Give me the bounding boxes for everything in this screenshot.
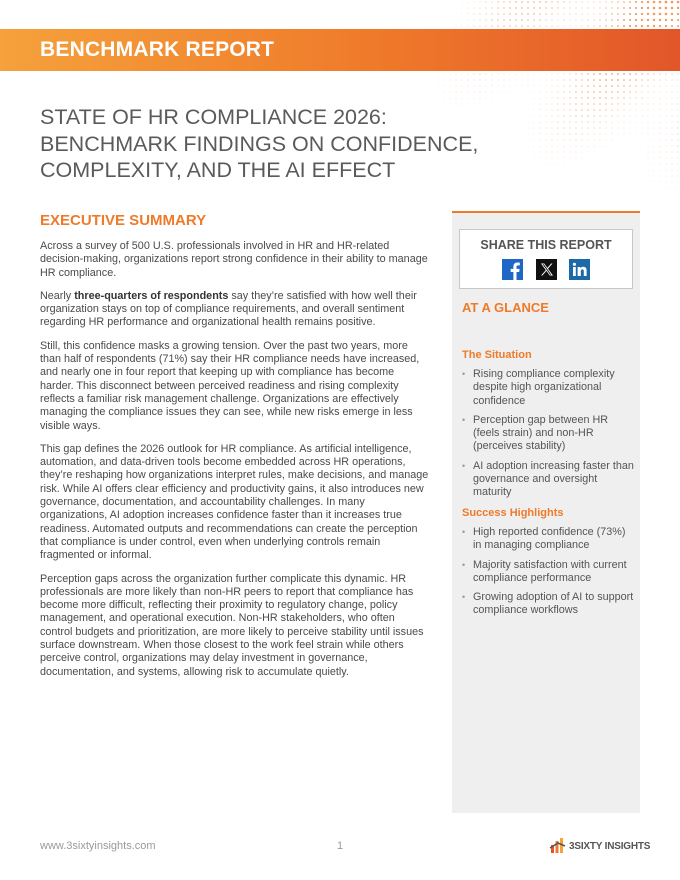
summary-paragraph: Across a survey of 500 U.S. professionals involved in HR and HR-related decision-making, organizations report strong confidence in their ability to manage HR compliance.	[40, 240, 428, 279]
situation-list	[462, 368, 634, 506]
summary-paragraph: Still, this confidence masks a growing tension. Over the past two years, more than half of respondents (71%) say their HR compliance needs have increased, and nearly one in four report that keeping up with compliance has become harder. This disconnect between perceived readiness and rising complexity reflects a familiar risk management challenge. Organizations are effectively managing the compliance issues they can see, while new risks emerge in less visible ways.	[40, 339, 420, 432]
share-title: SHARE THIS REPORT	[480, 238, 612, 252]
emphasis-text: three-quarters of respondents	[74, 289, 229, 302]
list-item-text: High reported confidence (73%) in managing compliance	[473, 526, 626, 552]
list-item: • Rising compliance complexity despite high organizational confidence	[462, 368, 615, 407]
list-item: • Perception gap between HR (feels strain) and non-HR (perceives stability)	[462, 413, 609, 453]
title-line: BENCHMARK FINDINGS ON CONFIDENCE,	[40, 131, 479, 156]
linkedin-icon[interactable]	[569, 259, 590, 280]
list-item: • Majority satisfaction with current compliance performance	[462, 558, 627, 584]
success-list	[462, 526, 634, 624]
summary-paragraph	[40, 290, 430, 330]
list-item-text: AI adoption increasing faster than governance and oversight maturity	[473, 459, 634, 499]
logo-mark-icon	[549, 837, 567, 855]
list-item: • AI adoption increasing faster than governance and oversight maturity	[462, 459, 634, 499]
at-a-glance-heading: AT A GLANCE	[462, 300, 549, 315]
footer-url[interactable]: www.3sixtyinsights.com	[40, 840, 156, 852]
paragraph-text: Nearly	[40, 289, 75, 302]
page-number: 1	[337, 840, 344, 852]
list-item-text: Growing adoption of AI to support compliance workflows	[473, 591, 634, 617]
banner-label: BENCHMARK REPORT	[40, 38, 275, 61]
at-a-glance-sidebar	[452, 211, 640, 813]
list-item-text: Majority satisfaction with current compliance performance	[473, 558, 627, 584]
success-highlights-heading: Success Highlights	[462, 507, 564, 519]
report-type-banner	[0, 29, 680, 71]
logo-text: 3SIXTY INSIGHTS	[569, 841, 651, 852]
executive-summary-heading: EXECUTIVE SUMMARY	[40, 212, 207, 229]
company-logo	[549, 837, 651, 857]
title-line: STATE OF HR COMPLIANCE 2026:	[40, 105, 387, 129]
list-item-text: Perception gap between HR (feels strain) and non-HR (perceives stability)	[473, 413, 609, 453]
situation-heading: The Situation	[462, 349, 532, 361]
executive-summary-body	[40, 240, 430, 689]
summary-paragraph: This gap defines the 2026 outlook for HR compliance. As artificial intelligence, automation, and data-driven tools become embedded across HR operations, they’re reshaping how organizations interpret rules, make decisions, and manage risk. While AI offers clear efficiency and productivity gains, it also introduces new governance, documentation, and accountability challenges. In many organizations, AI adoption increases confidence faster than it increases true readiness. Automated outputs and recommendations can create the perception that compliance is under control, even when underlying controls remain fragmented or informal.	[40, 442, 429, 562]
title-line: COMPLEXITY, AND THE AI EFFECT	[40, 158, 396, 182]
share-icons	[460, 259, 632, 280]
share-report-box	[459, 229, 633, 289]
list-item: • High reported confidence (73%) in managing compliance	[462, 526, 626, 552]
facebook-icon[interactable]	[502, 259, 523, 280]
x-icon[interactable]	[536, 259, 557, 280]
summary-paragraph: Perception gaps across the organization further complicate this dynamic. HR professionals are more likely than non-HR peers to report that compliance has become more difficult, reflecting their proximity to regulatory change, policy management, and operational execution. Non-HR stakeholders, who often control budgets and prioritization, are more likely to perceive stability until issues surface downstream. When those closest to the work feel strain while others perceive control, organizations may delay investment in governance, documentation, and systems, allowing risk to accumulate quietly.	[40, 572, 424, 678]
report-title	[40, 104, 560, 184]
list-item-text: Rising compliance complexity despite high organizational confidence	[473, 368, 615, 407]
paragraph-text: say they’re satisfied with how well their organization stays on top of compliance requirements, and overall sentiment regarding HR performance and organizational health remains positive.	[40, 289, 417, 329]
list-item: • Growing adoption of AI to support compliance workflows	[462, 591, 634, 617]
